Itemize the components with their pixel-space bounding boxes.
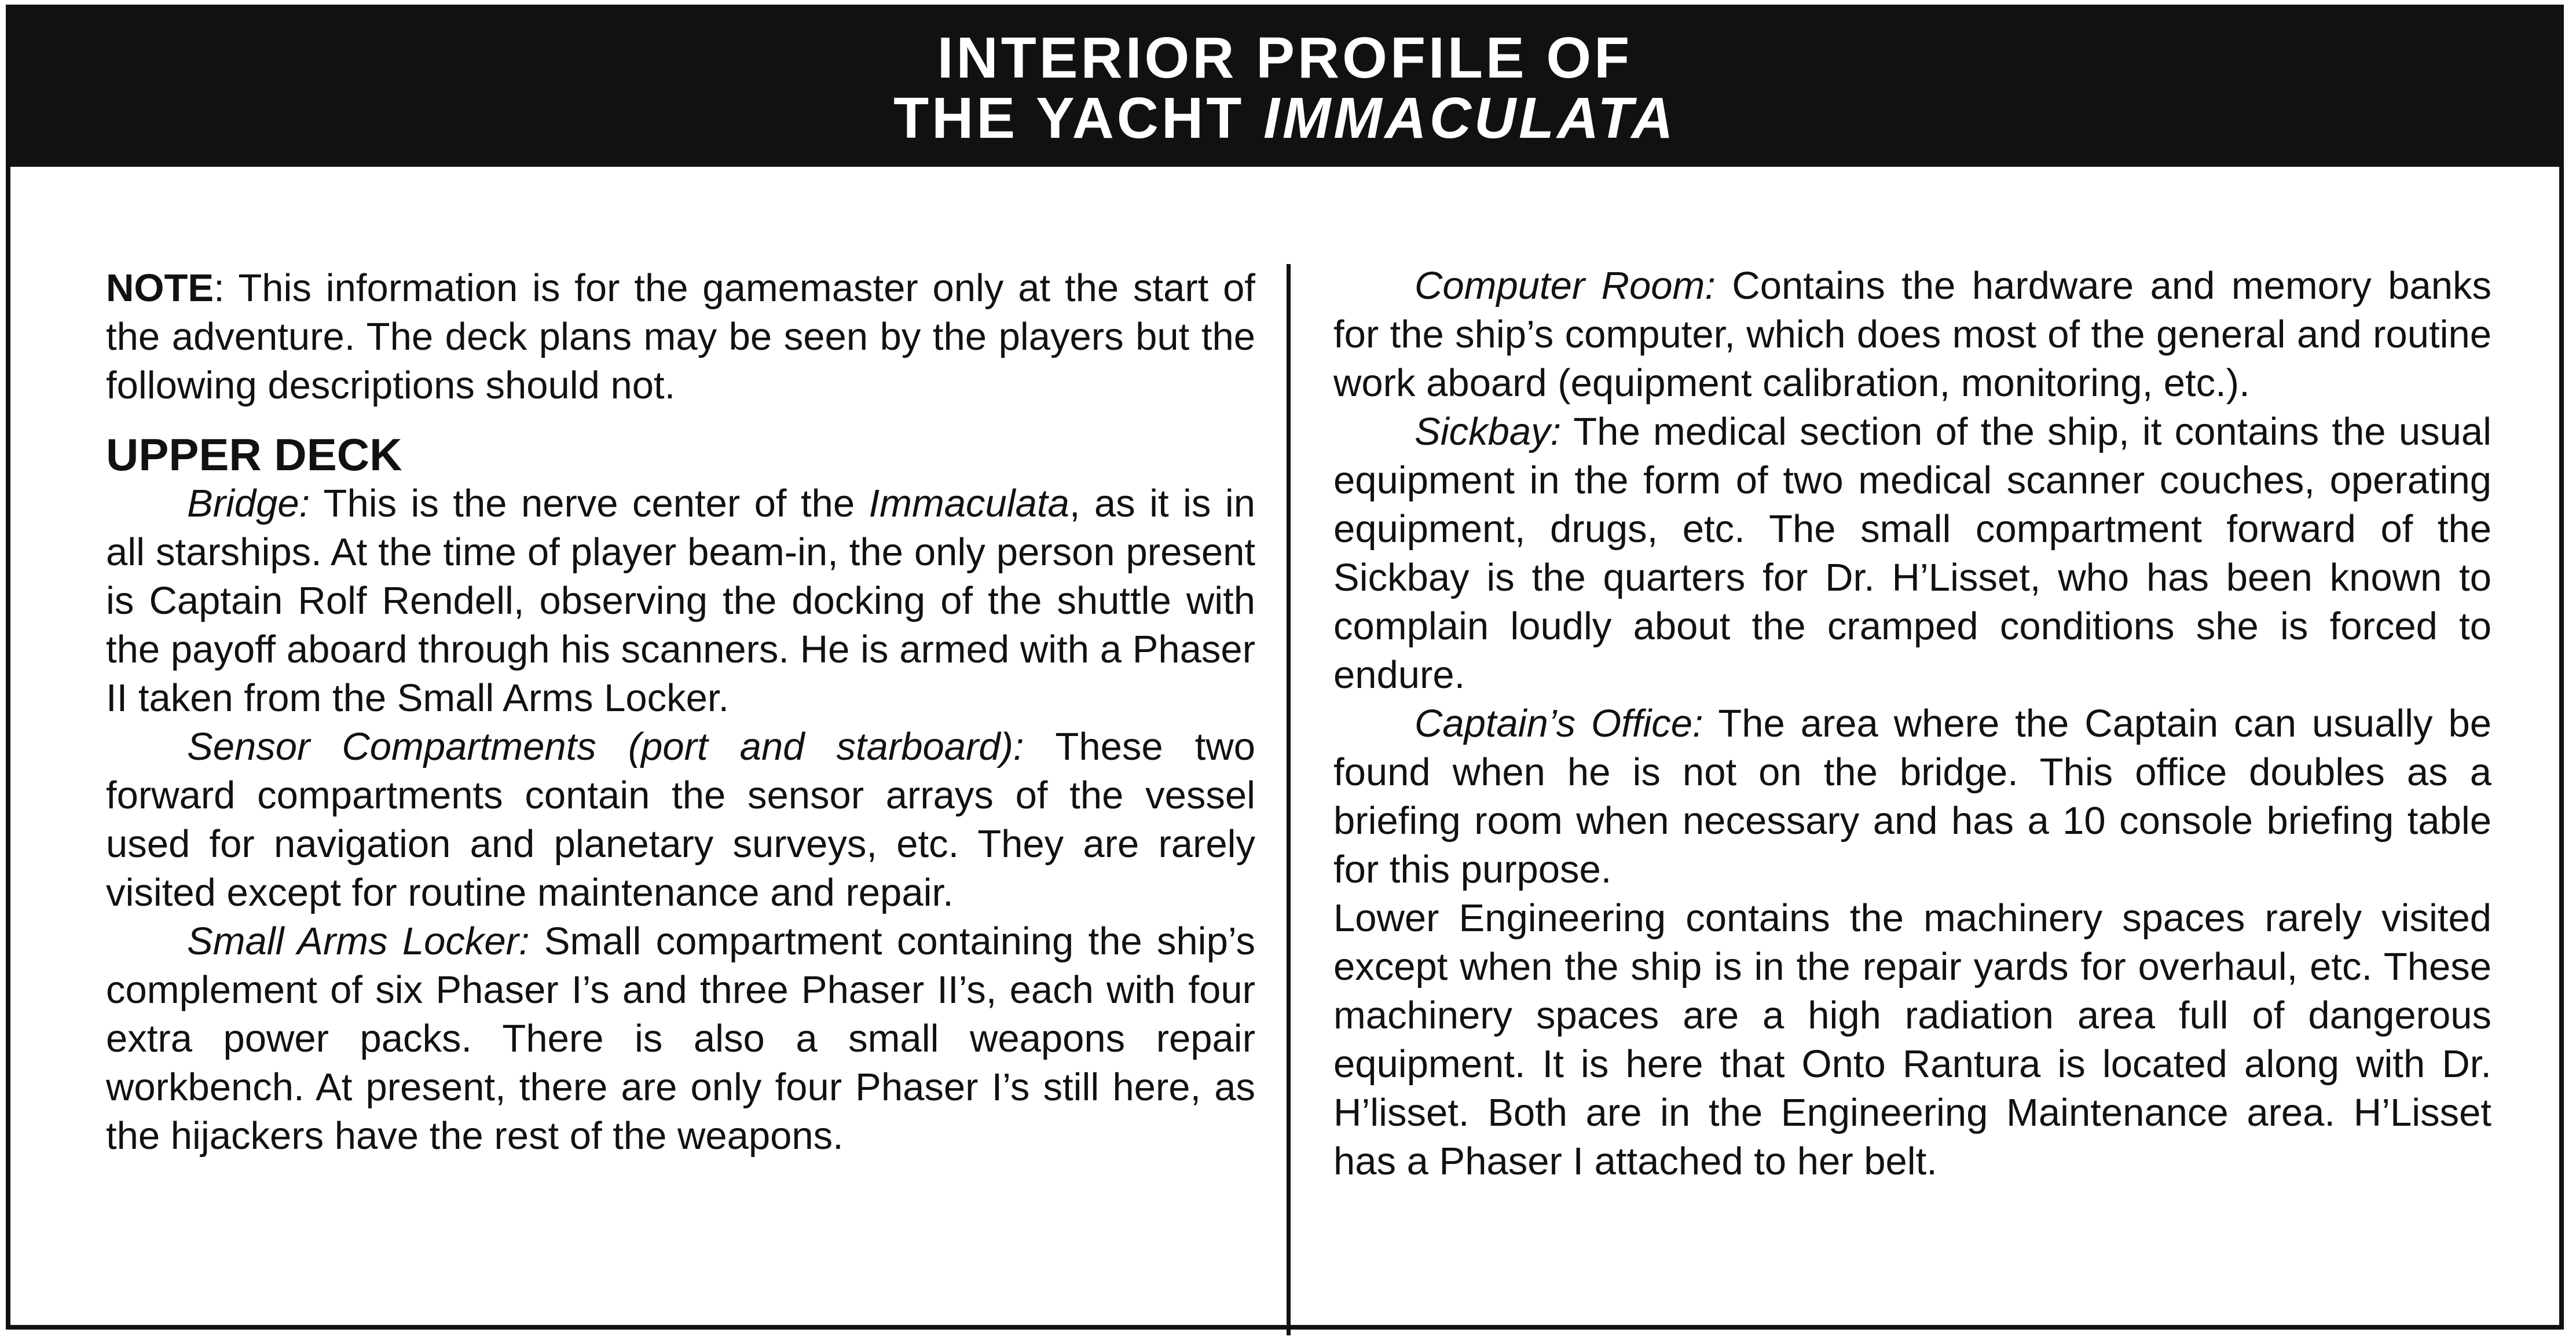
note-text: : This information is for the gamemaster only at the start of the adventure. The deck plans may be seen by the players but the following descriptions should not. bbox=[106, 266, 1255, 407]
title-banner bbox=[10, 9, 2559, 167]
room-name-sickbay: Sickbay: bbox=[1415, 410, 1562, 453]
section-heading-upper-deck: UPPER DECK bbox=[106, 429, 402, 480]
lower-engineering-paragraph: Lower Engineering contains the machinery spaces rarely visited except when the ship is in the repair yards for overhaul, etc. These machinery spaces are a high radiation area full of dangerous equipment. It is here that Onto Rantura is located along with Dr. H’lisset. Both are in the Engineering Maintenance area. H’Lisset has a Phaser I attached to her belt. bbox=[1333, 896, 2491, 1183]
bridge-text-a: This is the nerve center of the bbox=[310, 482, 869, 525]
left-column bbox=[106, 264, 1255, 1160]
room-name-small-arms: Small Arms Locker: bbox=[187, 920, 530, 963]
title-ship-name: IMMACULATA bbox=[1263, 86, 1676, 151]
room-name-captains-office: Captain’s Office: bbox=[1415, 702, 1703, 745]
sickbay-text: The medical section of the ship, it contains the usual equipment in the form of two medical scanner couches, operating equipment, drugs, etc. The small compartment forward of the Sickbay is the quarters for Dr. H’Lisset, who has been known to complain loudly about the cramped conditions she is forced to endure. bbox=[1333, 410, 2491, 697]
room-name-bridge: Bridge: bbox=[187, 482, 310, 525]
room-computer-room bbox=[1333, 262, 2491, 408]
room-name-sensor: Sensor Compartments (port and starboard): bbox=[187, 725, 1024, 768]
column-divider bbox=[1287, 264, 1291, 1335]
title-line-2 bbox=[10, 86, 2559, 151]
room-captains-office bbox=[1333, 700, 2491, 894]
room-small-arms-locker bbox=[106, 917, 1255, 1160]
bridge-text-b: , as it is in all starships. At the time of player beam-in, the only person present is Captain Rolf Rendell, observing the docking of the shuttle with the payoff aboard through his scanners. He is armed with a Phaser II taken from the Small Arms Locker. bbox=[106, 482, 1255, 720]
room-sensor-compartments bbox=[106, 723, 1255, 917]
gamemaster-note bbox=[106, 264, 1255, 410]
sensor-text: These two forward compartments contain the sensor arrays of the vessel used for navigation and planetary surveys, etc. They are rarely visited except for routine maintenance and repair. bbox=[106, 725, 1255, 914]
small-arms-text: Small compartment containing the ship’s complement of six Phaser I’s and three Phaser II’s, each with four extra power packs. There is also a small weapons repair workbench. At present, there are only four Phaser I’s still here, as the hijackers have the rest of the weapons. bbox=[106, 920, 1256, 1158]
title-line-1: INTERIOR PROFILE OF bbox=[937, 25, 1633, 90]
captains-office-text: The area where the Captain can usually be found when he is not on the bridge. This office doubles as a briefing room when necessary and has a 10 console briefing table for this purpose. bbox=[1333, 702, 2491, 891]
room-sickbay bbox=[1333, 408, 2491, 700]
title-line-2-prefix: THE YACHT bbox=[893, 86, 1245, 151]
computer-room-text: Contains the hardware and memory banks for the ship’s computer, which does most of the general and routine work aboard (equipment calibration, monitoring, etc.). bbox=[1333, 264, 2491, 405]
room-bridge bbox=[106, 479, 1255, 723]
bridge-ship-name: Immaculata bbox=[869, 482, 1069, 525]
room-name-computer: Computer Room: bbox=[1415, 264, 1716, 307]
note-label: NOTE bbox=[106, 266, 214, 310]
page-frame bbox=[6, 5, 2564, 1330]
right-column bbox=[1333, 262, 2491, 1186]
